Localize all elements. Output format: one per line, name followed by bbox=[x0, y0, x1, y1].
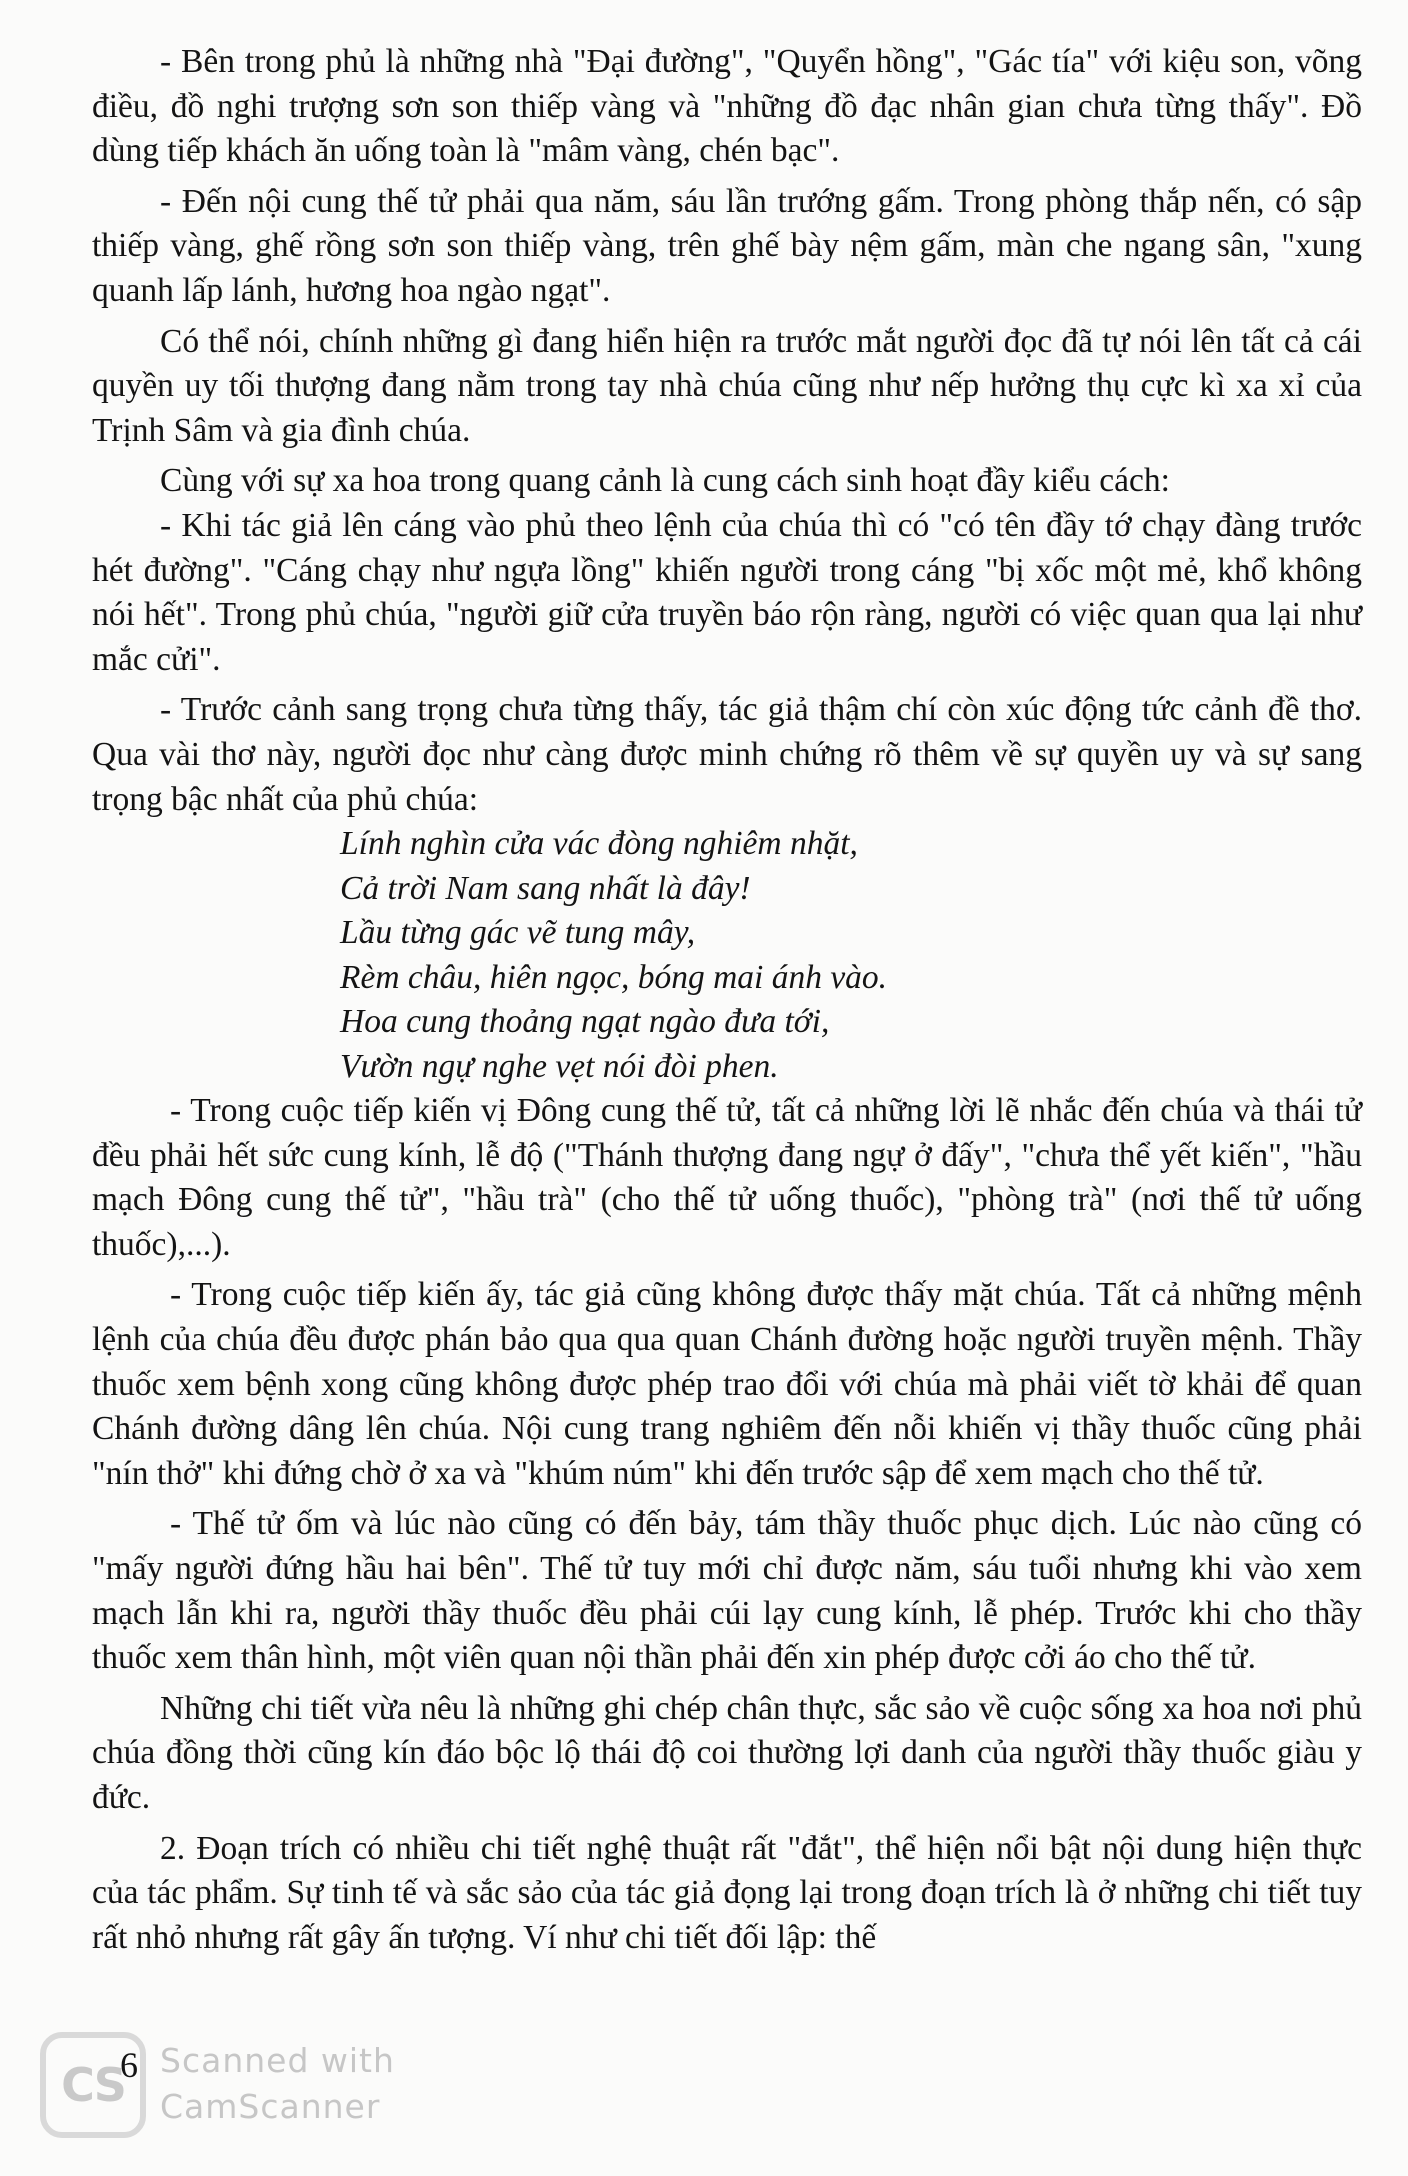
paragraph: 2. Đoạn trích có nhiều chi tiết nghệ thuật rất "đắt", thể hiện nổi bật nội dung hiện thực của tác phẩm. Sự tinh tế và sắc sảo của tác giả đọng lại trong đoạn trích là ở những chi tiết tuy rất nhỏ nhưng rất gây ấn tượng. Ví như chi tiết đối lập: thế bbox=[92, 1829, 1362, 1956]
watermark-line: Scanned with bbox=[160, 2041, 395, 2080]
page-number: 6 bbox=[120, 2045, 138, 2085]
paragraph: - Đến nội cung thế tử phải qua năm, sáu lần trướng gấm. Trong phòng thắp nến, có sập thiếp vàng, ghế rồng sơn son thiếp vàng, trên ghế bày nệm gấm, màn che ngang sân, "xung quanh lấp lánh, hương hoa ngào ngạt". bbox=[92, 182, 1362, 309]
paragraph: - Khi tác giả lên cáng vào phủ theo lệnh của chúa thì có "có tên đầy tớ chạy đàng trước hét đường". "Cáng chạy như ngựa lồng" khiến người trong cáng "bị xốc một mẻ, khổ không nói hết". Trong phủ chúa, "người giữ cửa truyền báo rộn ràng, người có việc quan qua lại như mắc cửi". bbox=[92, 506, 1362, 678]
scanner-watermark bbox=[160, 2038, 395, 2130]
poem-line: Hoa cung thoảng ngạt ngào đưa tới, bbox=[340, 1003, 830, 1041]
paragraph: Cùng với sự xa hoa trong quang cảnh là cung cách sinh hoạt đầy kiểu cách: bbox=[160, 462, 1170, 500]
paragraph: - Trong cuộc tiếp kiến vị Đông cung thế tử, tất cả những lời lẽ nhắc đến chúa và thái tử đều phải hết sức cung kính, lễ độ ("Thánh thượng đang ngự ở đấy", "chưa thể yết kiến", "hầu mạch Đông cung thế tử", "hầu trà" (cho thế tử uống thuốc), "phòng trà" (nơi thế tử uống thuốc),...). bbox=[92, 1092, 1362, 1263]
poem-line: Cả trời Nam sang nhất là đây! bbox=[340, 869, 751, 907]
paragraph: Có thể nói, chính những gì đang hiển hiện ra trước mắt người đọc đã tự nói lên tất cả cái quyền uy tối thượng đang nằm trong tay nhà chúa cũng như nếp hưởng thụ cực kì xa xỉ của Trịnh Sâm và gia đình chúa. bbox=[92, 322, 1362, 449]
poem-line: Lầu từng gác vẽ tung mây, bbox=[340, 914, 696, 952]
body-text bbox=[92, 40, 1362, 1960]
watermark-line: CamScanner bbox=[160, 2087, 381, 2126]
camscanner-logo-icon: CS bbox=[40, 2032, 146, 2138]
paragraph: - Thế tử ốm và lúc nào cũng có đến bảy, tám thầy thuốc phục dịch. Lúc nào cũng có "mấy người đứng hầu hai bên". Thế tử tuy mới chỉ được năm, sáu tuổi nhưng khi vào xem mạch lẫn khi ra, người thầy thuốc đều phải cúi lạy cung kính, lễ phép. Trước khi cho thầy thuốc xem thân hình, một viên quan nội thần phải đến xin phép được cởi áo cho thế tử. bbox=[92, 1505, 1362, 1677]
paragraph: Những chi tiết vừa nêu là những ghi chép chân thực, sắc sảo về cuộc sống xa hoa nơi phủ chúa đồng thời cũng kín đáo bộc lộ thái độ coi thường lợi danh của người thầy thuốc giàu y đức. bbox=[92, 1689, 1362, 1816]
paragraph: - Trước cảnh sang trọng chưa từng thấy, tác giả thậm chí còn xúc động tức cảnh đề thơ. Qua vài thơ này, người đọc như càng được minh chứng rõ thêm về sự quyền uy và sự sang trọng bậc nhất của phủ chúa: bbox=[92, 691, 1362, 818]
poem-line: Vườn ngự nghe vẹt nói đòi phen. bbox=[340, 1047, 779, 1085]
poem-line: Rèm châu, hiên ngọc, bóng mai ánh vào. bbox=[340, 958, 888, 996]
paragraph: - Bên trong phủ là những nhà "Đại đường", "Quyển hồng", "Gác tía" với kiệu son, võng điều, đồ nghi trượng sơn son thiếp vàng và "những đồ đạc nhân gian chưa từng thấy". Đồ dùng tiếp khách ăn uống toàn là "mâm vàng, chén bạc". bbox=[92, 43, 1362, 170]
poem bbox=[340, 822, 1362, 1089]
poem-line: Lính nghìn cửa vác đòng nghiêm nhặt, bbox=[340, 825, 858, 863]
paragraph: - Trong cuộc tiếp kiến ấy, tác giả cũng không được thấy mặt chúa. Tất cả những mệnh lệnh của chúa đều được phán bảo qua qua quan Chánh đường hoặc người truyền mệnh. Thầy thuốc xem bệnh xong cũng không được phép trao đổi với chúa mà phải viết tờ khải để quan Chánh đường dâng lên chúa. Nội cung trang nghiêm đến nỗi khiến vị thầy thuốc cũng phải "nín thở" khi đứng chờ ở xa và "khúm núm" khi đến trước sập để xem mạch cho thế tử. bbox=[92, 1276, 1362, 1492]
